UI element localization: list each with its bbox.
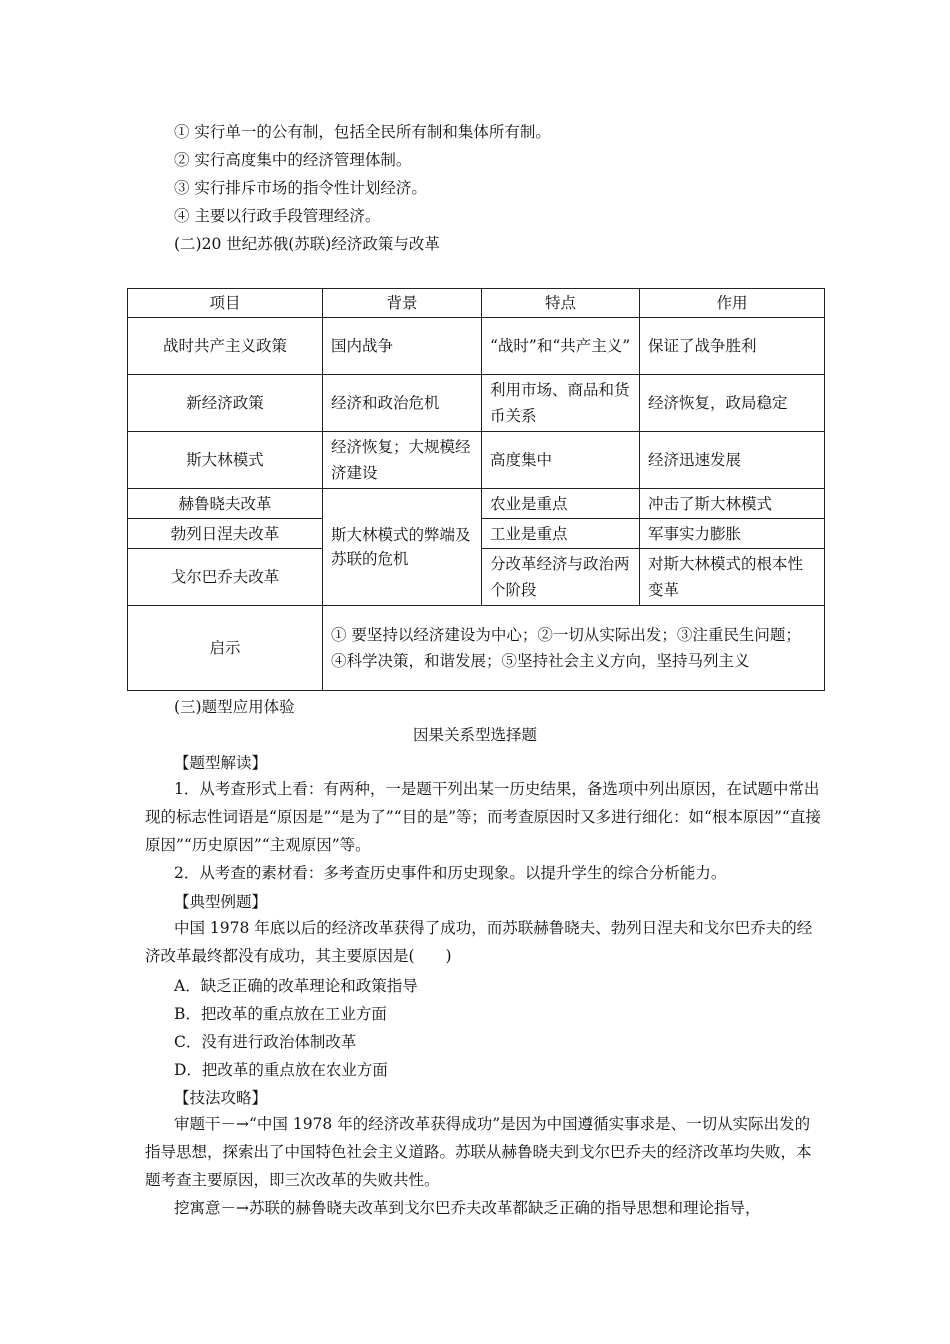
intro-item-3: ③ 实行排斥市场的指令性计划经济。 <box>174 179 427 197</box>
interpretation-heading: 【题型解读】 <box>174 754 268 772</box>
header-feature: 特点 <box>482 289 640 318</box>
row-feature: 利用市场、商品和货币关系 <box>482 375 640 432</box>
row-feature: 农业是重点 <box>482 489 640 519</box>
strategy-paragraph-2: 挖寓意－→苏联的赫鲁晓夫改革到戈尔巴乔夫改革都缺乏正确的指导思想和理论指导， <box>174 1199 761 1217</box>
header-effect: 作用 <box>640 289 825 318</box>
section2-title: (二)20 世纪苏俄(苏联)经济政策与改革 <box>174 235 440 253</box>
interpretation-paragraph-1: 1．从考查形式上看：有两种，一是题干列出某一历史结果，备选项中列出原因，在试题中常出现的标志性词语是“原因是”“是为了”“目的是”等；而考查原因时又多进行细化：如“根本原因”“直接原因”“历史原因”“主观原因”等。 <box>145 780 821 854</box>
row-effect: 对斯大林模式的根本性变革 <box>640 549 825 606</box>
table-header-row <box>128 289 825 318</box>
inspiration-label: 启示 <box>128 606 323 691</box>
option-b: B．把改革的重点放在工业方面 <box>174 1005 387 1023</box>
row-item: 勃列日涅夫改革 <box>128 519 323 549</box>
row-item: 戈尔巴乔夫改革 <box>128 549 323 606</box>
example-question: 中国 1978 年底以后的经济改革获得了成功，而苏联赫鲁晓夫、勃列日涅夫和戈尔巴乔夫的经济改革最终都没有成功，其主要原因是( ) <box>145 919 813 965</box>
table-row <box>128 318 825 375</box>
row-effect: 经济恢复，政局稳定 <box>640 375 825 432</box>
row-item: 斯大林模式 <box>128 432 323 489</box>
row-effect: 保证了战争胜利 <box>640 318 825 375</box>
row-feature: 工业是重点 <box>482 519 640 549</box>
inspiration-text: ① 要坚持以经济建设为中心；②一切从实际出发；③注重民生问题；④科学决策，和谐发展；⑤坚持社会主义方向，坚持马列主义 <box>323 606 825 691</box>
row-effect: 冲击了斯大林模式 <box>640 489 825 519</box>
header-item: 项目 <box>128 289 323 318</box>
row-background: 国内战争 <box>323 318 482 375</box>
table-row <box>128 432 825 489</box>
row-background: 经济和政治危机 <box>323 375 482 432</box>
row-feature: 高度集中 <box>482 432 640 489</box>
intro-item-2: ② 实行高度集中的经济管理体制。 <box>174 151 412 169</box>
interpretation-paragraph-2: 2．从考查的素材看：多考查历史事件和历史现象。以提升学生的综合分析能力。 <box>174 864 727 882</box>
option-c: C．没有进行政治体制改革 <box>174 1033 357 1051</box>
row-item: 新经济政策 <box>128 375 323 432</box>
strategy-paragraph-1: 审题干－→“中国 1978 年的经济改革获得成功”是因为中国遵循实事求是、一切从实际出发的指导思想，探索出了中国特色社会主义道路。苏联从赫鲁晓夫到戈尔巴乔夫的经济改革均失败，本题考查主要原因，即三次改革的失败共性。 <box>145 1115 812 1189</box>
section3-title: (三)题型应用体验 <box>174 698 295 716</box>
row-item: 战时共产主义政策 <box>128 318 323 375</box>
option-a: A．缺乏正确的改革理论和政策指导 <box>174 977 418 995</box>
option-d: D．把改革的重点放在农业方面 <box>174 1061 388 1079</box>
table-row <box>128 489 825 519</box>
row-feature: “战时”和“共产主义” <box>482 318 640 375</box>
row-background: 经济恢复；大规模经济建设 <box>323 432 482 489</box>
row-feature: 分改革经济与政治两个阶段 <box>482 549 640 606</box>
row-effect: 军事实力膨胀 <box>640 519 825 549</box>
example-heading: 【典型例题】 <box>174 893 268 911</box>
header-background: 背景 <box>323 289 482 318</box>
table-row-inspiration <box>128 606 825 691</box>
row-background-merged: 斯大林模式的弊端及苏联的危机 <box>323 489 482 606</box>
row-item: 赫鲁晓夫改革 <box>128 489 323 519</box>
intro-item-1: ① 实行单一的公有制，包括全民所有制和集体所有制。 <box>174 123 551 141</box>
strategy-heading: 【技法攻略】 <box>174 1089 268 1107</box>
intro-item-4: ④ 主要以行政手段管理经济。 <box>174 207 381 225</box>
policy-table <box>127 288 825 691</box>
row-effect: 经济迅速发展 <box>640 432 825 489</box>
subtitle: 因果关系型选择题 <box>412 726 537 744</box>
table-row <box>128 375 825 432</box>
